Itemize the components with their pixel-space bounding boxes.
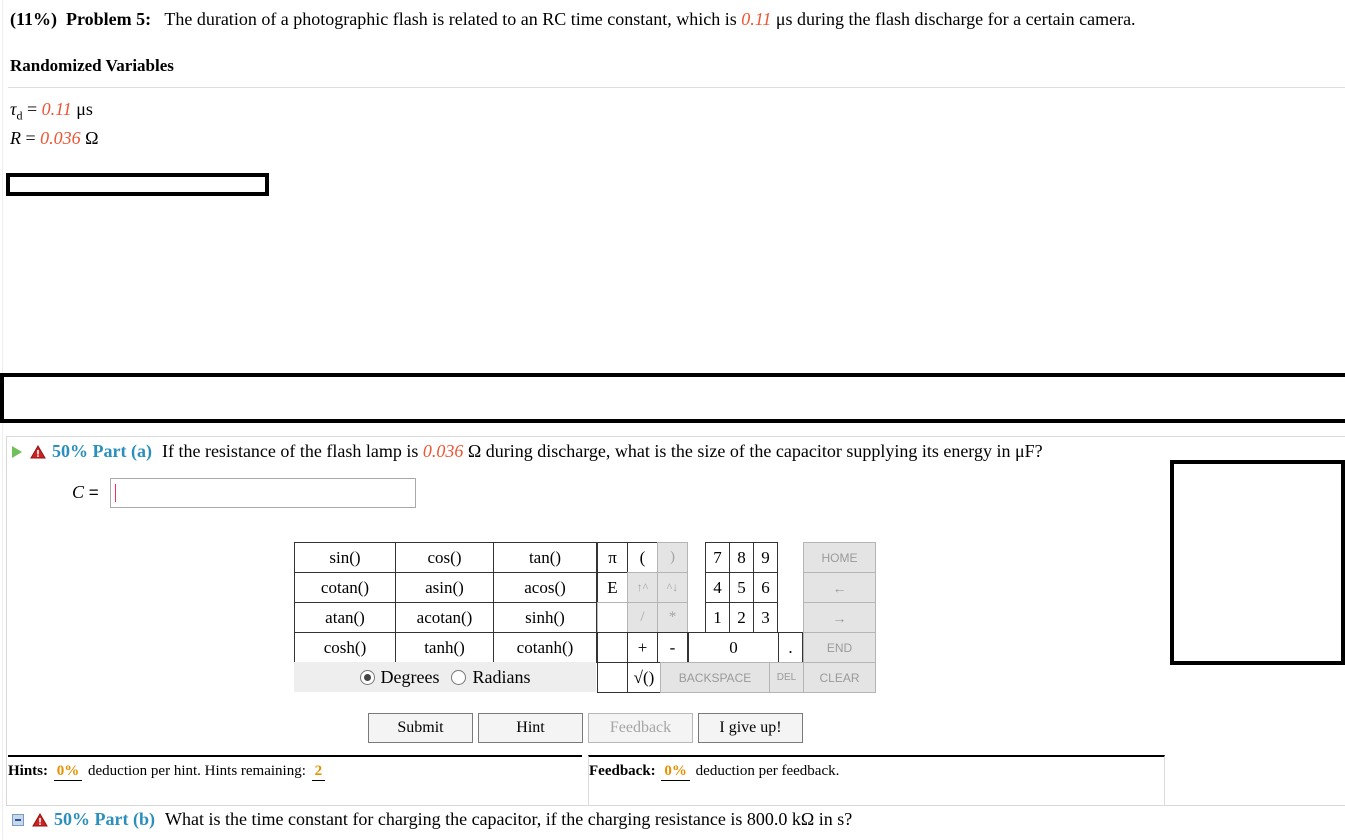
feedback-label: Feedback: bbox=[589, 763, 656, 779]
tau-unit: μs bbox=[71, 99, 93, 119]
part-b-header[interactable] bbox=[12, 809, 852, 830]
key-left-arrow[interactable]: ← bbox=[803, 572, 876, 603]
feedback-deduction: 0% bbox=[661, 763, 690, 781]
part-a-question-end: Ω during discharge, what is the size of the capacitor supplying its energy in μF? bbox=[467, 441, 1043, 461]
key-tanh[interactable]: tanh() bbox=[395, 632, 494, 663]
redaction-box bbox=[6, 173, 269, 196]
answer-variable-label bbox=[72, 482, 99, 503]
part-a-question bbox=[162, 441, 1043, 462]
key-atan[interactable]: atan() bbox=[294, 602, 396, 633]
key-lparen[interactable]: ( bbox=[627, 542, 658, 573]
key-sin[interactable]: sin() bbox=[294, 542, 396, 573]
key-1[interactable]: 1 bbox=[705, 602, 730, 633]
key-cos[interactable]: cos() bbox=[395, 542, 494, 573]
key-del[interactable]: DEL bbox=[769, 662, 804, 693]
radians-radio[interactable] bbox=[451, 670, 466, 685]
key-plus[interactable]: + bbox=[627, 632, 658, 663]
warning-icon bbox=[32, 813, 48, 827]
randomized-variables-title: Randomized Variables bbox=[10, 56, 174, 75]
tau-eq: = bbox=[22, 99, 42, 119]
problem-text: The duration of a photographic flash is related to an RC time constant, which is bbox=[164, 9, 737, 29]
key-pi[interactable]: π bbox=[597, 542, 628, 573]
key-up-caret[interactable]: ↑^ bbox=[627, 572, 658, 603]
problem-number: Problem 5: bbox=[66, 9, 152, 29]
problem-statement bbox=[10, 9, 1136, 30]
r-eq: = bbox=[21, 128, 41, 148]
tau-subscript: d bbox=[16, 108, 23, 123]
hint-deduction: 0% bbox=[54, 763, 83, 781]
key-9[interactable]: 9 bbox=[753, 542, 778, 573]
feedback-button[interactable]: Feedback bbox=[588, 713, 693, 743]
degrees-label: Degrees bbox=[380, 666, 440, 687]
tau-value: 0.11 bbox=[41, 99, 72, 119]
key-down-caret[interactable]: ^↓ bbox=[657, 572, 688, 603]
key-clear[interactable]: CLEAR bbox=[803, 662, 876, 693]
r-value: 0.036 bbox=[40, 128, 81, 148]
hints-remaining: 2 bbox=[312, 763, 326, 781]
key-asin[interactable]: asin() bbox=[395, 572, 494, 603]
variable-tau bbox=[10, 99, 93, 124]
part-b-label: 50% Part (b) bbox=[54, 809, 155, 829]
hint-button[interactable]: Hint bbox=[478, 713, 583, 743]
problem-percent: (11%) bbox=[10, 9, 57, 29]
hints-label: Hints: bbox=[8, 763, 49, 779]
key-3[interactable]: 3 bbox=[753, 602, 778, 633]
key-acotan[interactable]: acotan() bbox=[395, 602, 494, 633]
angle-mode-selector bbox=[294, 662, 596, 692]
submit-button[interactable]: Submit bbox=[368, 713, 473, 743]
r-symbol: R bbox=[10, 128, 21, 148]
part-a-question-text: If the resistance of the flash lamp is bbox=[161, 441, 419, 461]
key-6[interactable]: 6 bbox=[753, 572, 778, 603]
key-cosh[interactable]: cosh() bbox=[294, 632, 396, 663]
key-cotanh[interactable]: cotanh() bbox=[493, 632, 597, 663]
answer-variable-symbol: C bbox=[72, 482, 85, 502]
part-a-header[interactable] bbox=[12, 441, 1043, 462]
hints-text: deduction per hint. Hints remaining: bbox=[88, 763, 306, 779]
key-4[interactable]: 4 bbox=[705, 572, 730, 603]
answer-input[interactable] bbox=[110, 478, 416, 508]
key-end[interactable]: END bbox=[803, 632, 876, 663]
key-sinh[interactable]: sinh() bbox=[493, 602, 597, 633]
problem-text-end: μs during the flash discharge for a certain camera. bbox=[775, 9, 1136, 29]
degrees-radio[interactable] bbox=[360, 670, 375, 685]
feedback-text: deduction per feedback. bbox=[695, 763, 840, 779]
variable-r bbox=[10, 128, 99, 149]
key-blank bbox=[597, 602, 628, 633]
part-a-random-value: 0.036 bbox=[422, 441, 464, 461]
key-rparen[interactable]: ) bbox=[657, 542, 688, 573]
key-0[interactable]: 0 bbox=[688, 632, 779, 663]
key-cotan[interactable]: cotan() bbox=[294, 572, 396, 603]
key-tan[interactable]: tan() bbox=[493, 542, 597, 573]
r-unit: Ω bbox=[80, 128, 99, 148]
problem-random-value: 0.11 bbox=[741, 9, 772, 29]
key-decimal[interactable]: . bbox=[778, 632, 803, 663]
part-b-question: What is the time constant for charging the capacitor, if the charging resistance is 800.0 kΩ in s? bbox=[164, 809, 853, 829]
divider bbox=[8, 87, 1345, 88]
redaction-box bbox=[0, 373, 1345, 423]
redaction-box bbox=[1170, 460, 1345, 665]
key-8[interactable]: 8 bbox=[729, 542, 754, 573]
key-2[interactable]: 2 bbox=[729, 602, 754, 633]
part-a-label: 50% Part (a) bbox=[52, 441, 152, 461]
tau-symbol: τ bbox=[10, 99, 17, 119]
key-minus[interactable]: - bbox=[657, 632, 688, 663]
answer-variable-eq: = bbox=[84, 483, 99, 502]
expand-triangle-icon[interactable] bbox=[12, 446, 22, 458]
key-7[interactable]: 7 bbox=[705, 542, 730, 573]
key-5[interactable]: 5 bbox=[729, 572, 754, 603]
hints-bar bbox=[8, 755, 582, 805]
key-right-arrow[interactable]: → bbox=[803, 602, 876, 633]
key-multiply[interactable]: * bbox=[657, 602, 688, 633]
feedback-bar bbox=[588, 755, 1165, 805]
give-up-button[interactable]: I give up! bbox=[698, 713, 803, 743]
key-acos[interactable]: acos() bbox=[493, 572, 597, 603]
key-blank bbox=[597, 662, 628, 693]
key-sqrt[interactable]: √() bbox=[627, 662, 661, 693]
text-caret bbox=[115, 484, 116, 502]
key-e[interactable]: E bbox=[597, 572, 628, 603]
collapse-icon[interactable] bbox=[12, 814, 24, 826]
key-backspace[interactable]: BACKSPACE bbox=[660, 662, 770, 693]
radians-label: Radians bbox=[472, 666, 531, 687]
key-home[interactable]: HOME bbox=[803, 542, 876, 573]
warning-icon bbox=[30, 445, 46, 459]
key-blank bbox=[597, 632, 628, 663]
key-divide[interactable]: / bbox=[627, 602, 658, 633]
